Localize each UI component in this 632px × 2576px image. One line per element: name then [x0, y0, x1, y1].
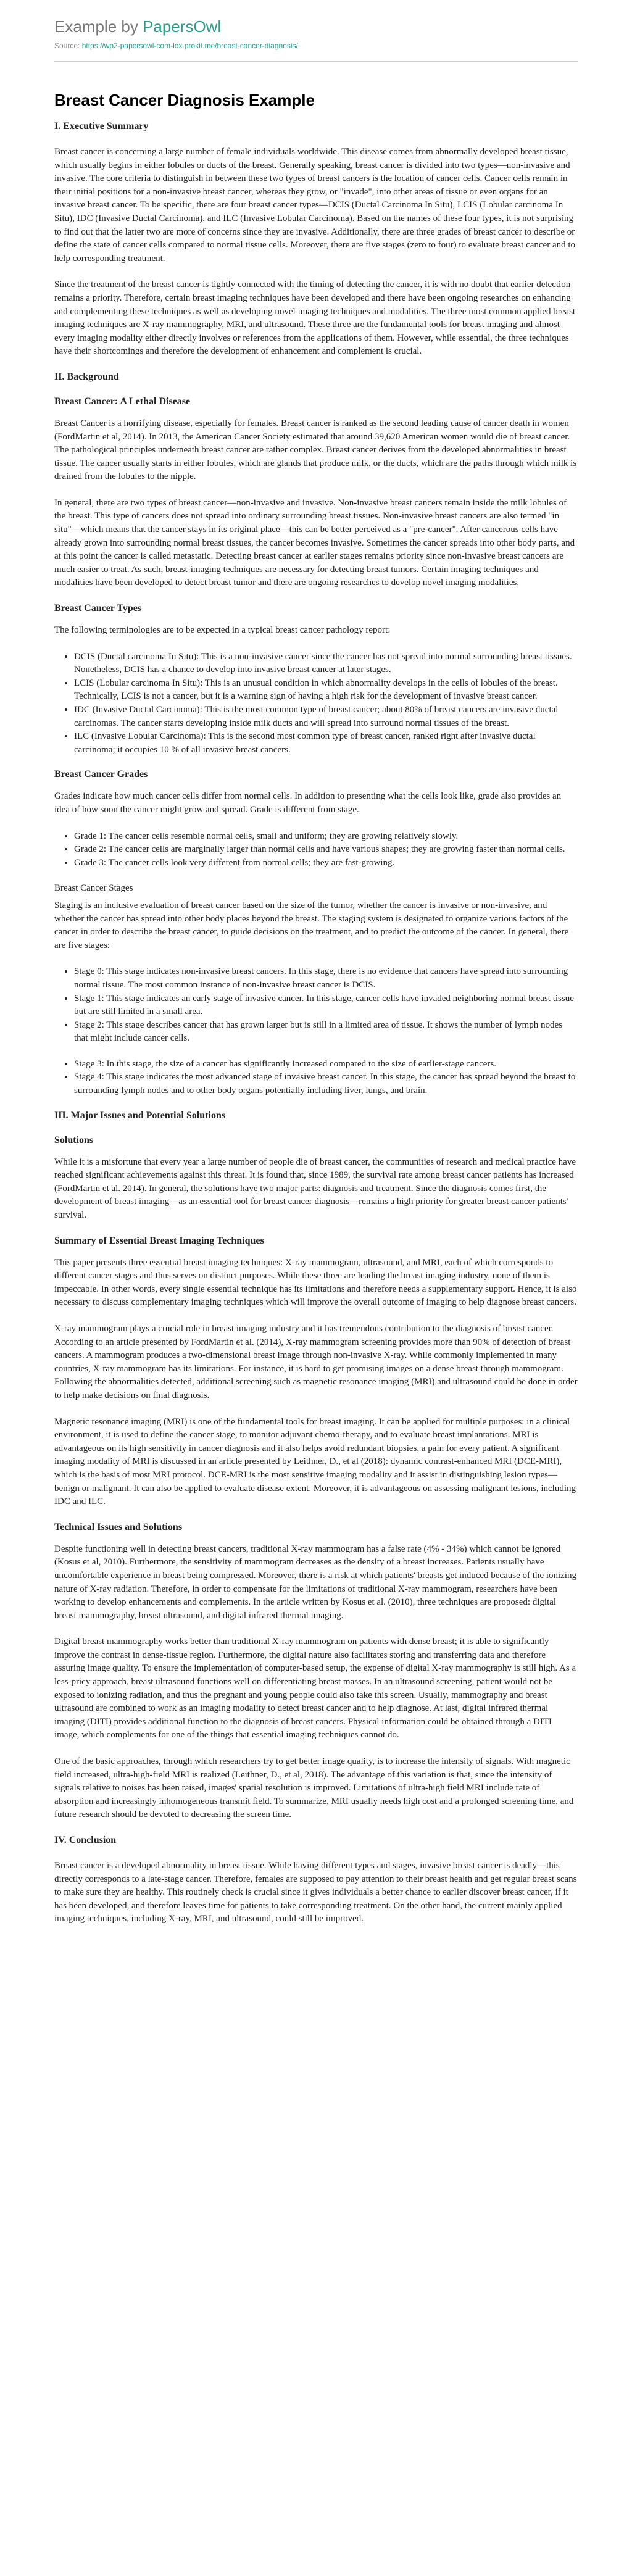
section-heading-background: II. Background [54, 371, 119, 382]
paragraph: The following terminologies are to be expected in a typical breast cancer pathology report: [54, 625, 391, 636]
list-item: • Stage 4: This stage indicates the most advanced stage of invasive breast cancer. In this stage, the cancer has spread beyond the breast to surrounding lymph nodes and to other body organs potentially including liver, lungs, and brain. [74, 1071, 578, 1097]
paragraph: Digital breast mammography works better than traditional X-ray mammogram on patients with dense breast; it is able to significantly improve the contrast in dense-tissue region. Furthermore, the digital nature also facilitates storing and transferring data and therefore assuring image quality. To ensure the implementation of computer-based setup, the expense of digital X-ray mammography is still high. As a less-pricy approach, breast ultrasound functions well on differentiating breast masses. In an ultrasound screening, patient would not be exposed to ionizing radiation, and thus the pregnant and young people could also take this screen. Usually, mammography and breast ultrasound are combined to work as an imaging modality to detect breast cancer and to help diagnose. At last, digital infrared thermal imaging (DITI) provides additional function to the diagnosis of breast cancers. Physical information could be obtained through a DITI image, which complements for one of the things that essential imaging techniques cannot do. [54, 1637, 576, 1740]
paragraph: Breast cancer is a developed abnormality in breast tissue. While having different types and stages, invasive breast cancer is deadly—this directly corresponds to a late-stage cancer. Therefore, females are supposed to pay attention to their breast health and get regular breast scans to make sure they are healthy. This routinely check is crucial since it gives individuals a better chance to earlier discover breast cancer, if it has been developed, and therefore leaves time for patients to take corresponding treatment. On the other hand, the current mainly applied imaging techniques, including X-ray, MRI, and ultrasound, could still be improved. [54, 1861, 577, 1924]
list-item: • IDC (Invasive Ductal Carcinoma): This is the most common type of breast cancer; about 80% of breast cancers are invasive ductal carcinomas. The cancer starts developing inside milk ducts and will spread into surround normal tissues of the breast. [74, 704, 578, 730]
list-item: • LCIS (Lobular carcinoma In Situ): This is an unusual condition in which abnormality develops in the cells of lobules of the breast. Technically, LCIS is not a cancer, but it is a warning sign of having a high risk for the development of invasive breast cancer. [74, 677, 578, 704]
paragraph: Breast Cancer is a horrifying disease, especially for females. Breast cancer is ranked as the second leading cause of cancer death in women (FordMartin et al, 2014). In 2013, the American Cancer Society estimated that around 39,620 American women would die of breast cancer. The pathological principles underneath breast cancer are rather complex. Breast cancer derives from the developed abnormalities in breast tissue. The cancer usually starts in either lobules, which are glands that produce milk, or the ducts, which are the paths through which milk is drained from the lobules to the nipple. [54, 418, 577, 482]
paragraph: Despite functioning well in detecting breast cancers, traditional X-ray mammogram has a false rate (4% - 34%) which cannot be ignored (Kosus et al, 2010). Furthermore, the sensitivity of mammogram decreases as the density of a breast increases. Patients usually have uncomfortable experience in breast being compressed. Moreover, there is a risk at which patients' breasts get induced because of the ionizing nature of X-ray radiation. Therefore, in order to compensate for the limitations of traditional X-ray mammogram, researchers have been working to develop enhancements and complements. In the article written by Kosus et al. (2010), three techniques are proposed: digital breast mammography, breast ultrasound, and digital infrared thermal imaging. [54, 1544, 576, 1621]
paragraph: In general, there are two types of breast cancer—non-invasive and invasive. Non-invasive breast cancers remain inside the milk lobules of the breast. This type of cancers does not spread into ordinary surrounding breast tissues. Non-invasive breast cancers are also termed "in situ"—which means that the cancer stays in its original place—this can be better perceived as a "pre-cancer". After cancerous cells have already grown into surrounding normal breast tissues, the cancer becomes invasive. Sometimes the cancer spreads into other body parts, and at this point the cancer is called metastatic. Detecting breast cancer at earlier stages remains priority since non-invasive breast cancers are much easier to treat. As such, breast-imaging techniques are necessary for detecting breast tumors. Certain imaging techniques and modalities have been developed to detect breast tumor and there are ongoing researches to develop novel imaging modalities. [54, 497, 575, 588]
paragraph: This paper presents three essential breast imaging techniques: X-ray mammogram, ultrasound, and MRI, each of which corresponds to different cancer stages and thus serves on distinct purposes. While these three are leading the breast imaging industry, none of them is impeccable. In other words, every single essential technique has its limitations and therefore needs a supplementary support. Hence, it is also necessary to discuss complementary imaging techniques which will improve the overall outcome of imaging to help diagnose breast cancers. [54, 1257, 577, 1308]
paragraph: Since the treatment of the breast cancer is tightly connected with the timing of detecting the cancer, it is with no doubt that earlier detection remains a priority. Therefore, certain breast imaging techniques have been developed and there have been ongoing researches on enhancing and complementing these techniques as well as developing novel imaging techniques and modalities. The three most common applied breast imaging techniques are X-ray mammography, MRI, and ultrasound. These three are the fundamental tools for breast imaging and almost every imaging modality either directly involves or references from the applications of them. However, while essential, the three techniques have their shortcomings and therefore the development of enhancement and complement is crucial. [54, 280, 576, 357]
list-item: • ILC (Invasive Lobular Carcinoma): This is the second most common type of breast cancer, ranked right after invasive ductal carcinoma; it occupies 10 % of all invasive breast cancers. [74, 730, 578, 757]
source-label: Source: [54, 41, 82, 50]
paragraph: X-ray mammogram plays a crucial role in breast imaging industry and it has tremendous contribution to the diagnosis of breast cancer. According to an article presented by FordMartin et al. (2014), X-ray mammogram screening provides more than 90% of detection of breast cancers. A mammogram produces a two-dimensional breast image through non-invasive X-ray. While commonly implemented in many countries, X-ray mammogram has its limitations. For instance, it is hard to get promising images on a dense breast through mammogram. Following the abnormalities detected, additional screening such as magnetic resonance imaging (MRI) and ultrasound could be done in order to help make decisions on final diagnosis. [54, 1324, 578, 1400]
section-heading-executive-summary: I. Executive Summary [54, 121, 149, 131]
stages-label: Breast Cancer Stages [54, 883, 133, 894]
list-item: • Stage 2: This stage describes cancer that has grown larger but is still in a limited area of tissue. It shows the number of lymph nodes that might include cancer cells. [74, 1019, 578, 1045]
cancer-grades-list [54, 830, 578, 870]
brand-name[interactable]: PapersOwl [143, 17, 222, 36]
subheading-solutions: Solutions [54, 1134, 94, 1145]
subheading-technical-issues: Technical Issues and Solutions [54, 1521, 183, 1532]
paragraph: One of the basic approaches, through which researchers try to get better image quality, is to increase the intensity of signals. With magnetic field increased, ultra-high-field MRI is realized (Leithner, D., et al, 2018). The advantage of this variation is that, since the intensity of signals relative to noises has been raised, images' spatial resolution is improved. Limitations of ultra-high field MRI include rate of absorption and increasingly inhomogeneous transmit field. To summarize, MRI usually needs high cost and a prolonged screening time, and future research should be devoted to decreasing the screen time. [54, 1756, 574, 1820]
header-title [54, 17, 578, 36]
source-line [54, 41, 578, 50]
paragraph: Staging is an inclusive evaluation of breast cancer based on the size of the tumor, whether the cancer is invasive or non-invasive, and whether the cancer has spread into other body places beyond the breast. The staging system is designated to organize various factors of the cancer in order to describe the breast cancer, to guide decisions on the treatment, and to predict the outcome of the cancer. In general, there are five stages: [54, 900, 569, 950]
header-divider [54, 61, 578, 62]
list-item: • Stage 3: In this stage, the size of a cancer has significantly increased compared to the size of earlier-stage cancers. [74, 1058, 578, 1071]
paragraph: Magnetic resonance imaging (MRI) is one of the fundamental tools for breast imaging. It can be applied for multiple purposes: in a clinical environment, it is used to define the cancer stage, to monitor adjuvant chemo-therapy, and to evaluate breast implantations. MRI is advantageous on its high sensitivity in cancer diagnosis and it also helps avoid redundant biopsies, a pain for every patient. A significant imaging modality of MRI is discussed in an article presented by Leithner, D., et al (2018): dynamic contrast-enhanced MRI (DCE-MRI), which is the basis of most MRI protocol. DCE-MRI is the most sensitive imaging modality and it assist in distinguishing lesion types—benign or malignant. It can also be applied to evaluate disease extent. Moreover, it is advantageous on assessing malignant lesions, including IDC and ILC. [54, 1416, 576, 1507]
cancer-stages-list-continued [54, 1058, 578, 1098]
paragraph: While it is a misfortune that every year a large number of people die of breast cancer, the communities of research and medical practice have reached significant achievements against this threat. It is found that, since 1989, the survival rate among breast cancer patients has increased (FordMartin et al. 2014). In general, the solutions have two major parts: diagnosis and treatment. Since the diagnosis comes first, the development of breast imaging—as an essential tool for breast cancer diagnosis—remains a high priority for greater breast cancer patients' survival. [54, 1157, 576, 1221]
cancer-types-list [54, 650, 578, 757]
section-heading-major-issues: III. Major Issues and Potential Solutions [54, 1110, 226, 1121]
cancer-stages-list [54, 965, 578, 1045]
list-item: • Stage 0: This stage indicates non-invasive breast cancers. In this stage, there is no evidence that cancers have spread into surrounding normal tissue. The most common instance of non-invasive breast cancer is DCIS. [74, 965, 578, 992]
list-item: • Grade 3: The cancer cells look very different from normal cells; they are fast-growing. [74, 857, 578, 870]
section-heading-conclusion: IV. Conclusion [54, 1835, 117, 1845]
list-item: • DCIS (Ductal carcinoma In Situ): This is a non-invasive cancer since the cancer has not spread into normal surrounding breast tissues. Nonetheless, DCIS has a chance to develop into invasive breast cancer at later stages. [74, 650, 578, 677]
paragraph: Breast cancer is concerning a large number of female individuals worldwide. This disease comes from abnormally developed breast tissue, which usually begins in either lobules or ducts of the breast. Generally speaking, breast cancer is divided into two types—non-invasive and invasive. The core criteria to distinguish in between these two types of breast cancers is the location of cancer cells. Cancer cells remain in their initial positions for a non-invasive breast cancer, whereas they grow, or "invade", into other areas of tissue or even organs for an invasive breast cancer. To be specific, there are four breast cancer types—DCIS (Ductal Carcinoma In Situ), LCIS (Lobular carcinoma In Situ), IDC (Invasive Ductal Carcinoma), and ILC (Invasive Lobular Carcinoma). Based on the names of these four types, it is not surprising to find out that the latter two are more of concerns since they are invasive. Additionally, there are three grades of breast cancer to describe or define the state of cancer cells compared to normal tissue cells. Moreover, there are five stages (zero to four) to evaluate breast cancer and to help corresponding treatment. [54, 147, 576, 264]
subheading-cancer-types: Breast Cancer Types [54, 603, 142, 614]
list-item: • Grade 2: The cancer cells are marginally larger than normal cells and have various shapes; they are growing faster than normal cells. [74, 843, 578, 857]
page-title: Breast Cancer Diagnosis Example [54, 91, 315, 109]
list-item: • Grade 1: The cancer cells resemble normal cells, small and uniform; they are growing relatively slowly. [74, 830, 578, 844]
subheading-cancer-grades: Breast Cancer Grades [54, 769, 148, 780]
header-prefix: Example by [54, 17, 143, 36]
subheading-imaging-techniques: Summary of Essential Breast Imaging Techniques [54, 1235, 264, 1246]
paragraph: Grades indicate how much cancer cells differ from normal cells. In addition to presenting what the cells look like, grade also provides an idea of how soon the cancer might grow and spread. Grade is different from stage. [54, 791, 562, 815]
list-item: • Stage 1: This stage indicates an early stage of invasive cancer. In this stage, cancer cells have invaded neighboring normal breast tissue but are still limited in a small area. [74, 992, 578, 1019]
subheading-lethal-disease: Breast Cancer: A Lethal Disease [54, 396, 191, 407]
source-link[interactable]: https://wp2-papersowl-com-lox.prokit.me/breast-cancer-diagnosis/ [81, 41, 298, 50]
